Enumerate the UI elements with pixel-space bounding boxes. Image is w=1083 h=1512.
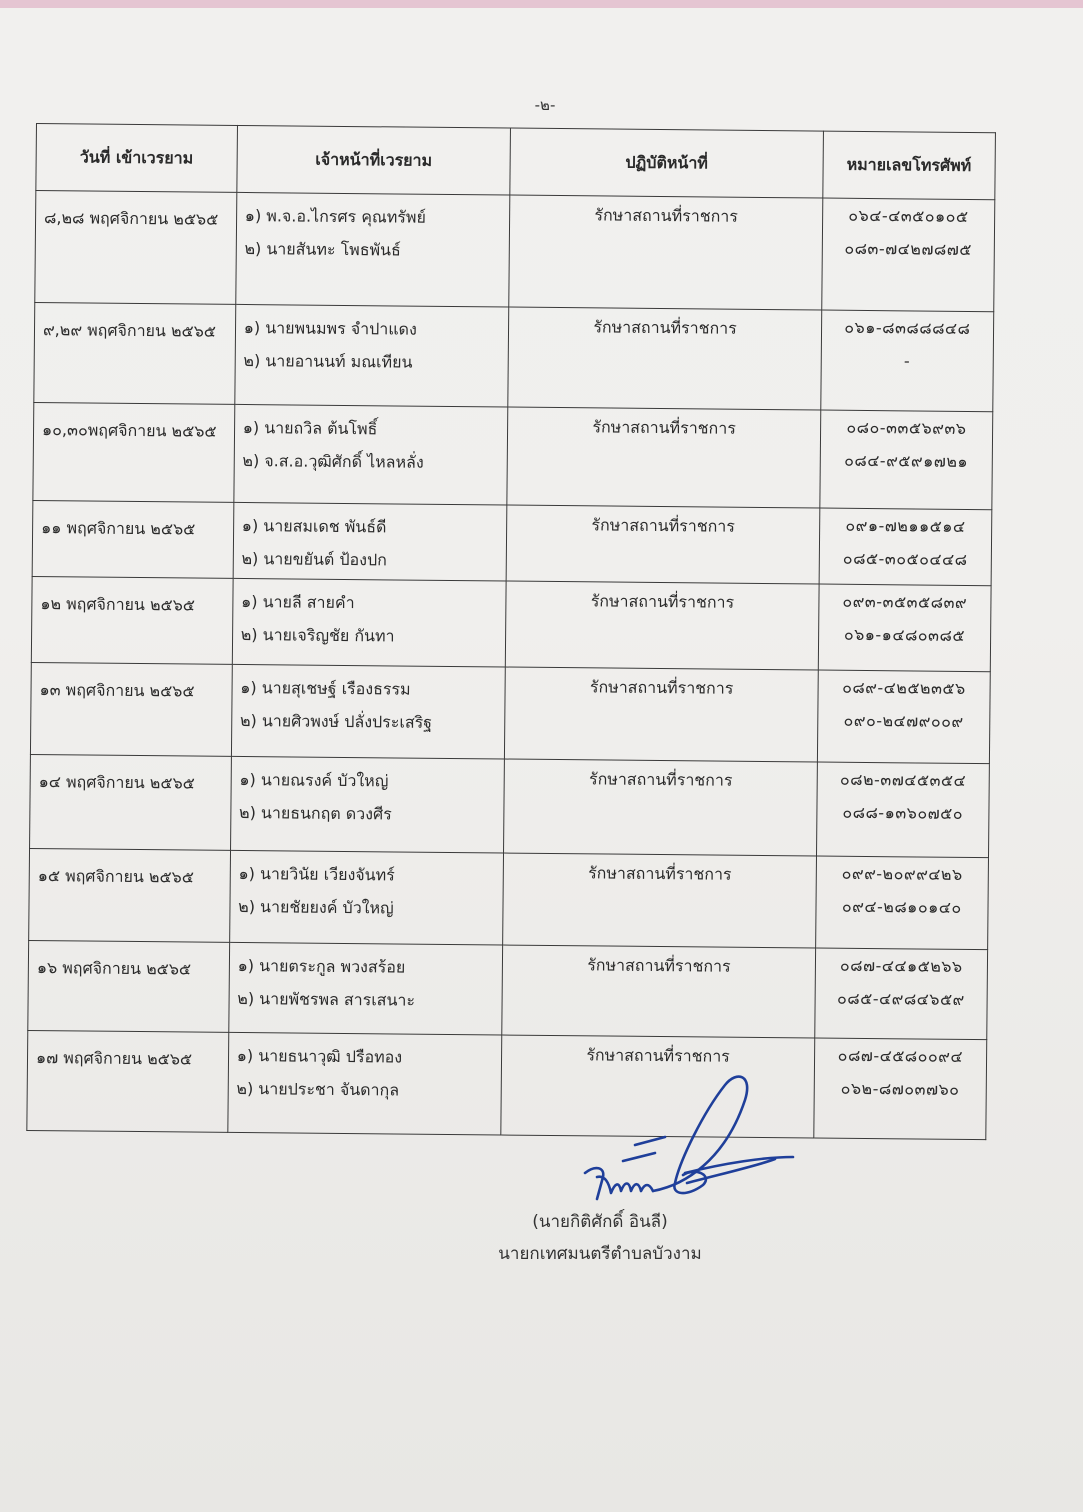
phone-number: ๐๘๙-๔๒๕๒๓๕๖: [842, 677, 966, 698]
cell-task: รักษาสถานที่ราชการ: [509, 195, 822, 310]
cell-phone: [821, 198, 994, 312]
phone-number: ๐๖๔-๔๓๕๐๑๐๕: [848, 205, 969, 226]
phone-number: ๐๘๔-๙๕๙๑๗๒๑: [844, 450, 969, 471]
cell-task: รักษาสถานที่ราชการ: [502, 945, 815, 1038]
staff-name: ๑) พ.จ.อ.ไกรศร คุณทรัพย์: [244, 206, 426, 227]
phone-number: ๐๖๑-๑๔๘๐๓๘๕: [843, 624, 966, 645]
staff-name: ๑) นายธนาวุฒิ ปรือทอง: [236, 1045, 403, 1067]
table-row: [30, 662, 990, 763]
cell-staff: [228, 1032, 503, 1135]
staff-name: ๑) นายสมเดช พันธ์ดี: [241, 515, 387, 537]
table-row: [27, 1030, 987, 1139]
cell-phone: [819, 410, 992, 510]
phone-number: ๐๖๑-๘๓๘๘๘๔๘: [844, 317, 971, 338]
table-row: [30, 754, 990, 857]
staff-name: ๑) นายสุเชษฐ์ เรืองธรรม: [240, 677, 411, 699]
phone-number: ๐๘๐-๓๓๕๖๙๓๖: [846, 417, 967, 438]
phone-number: ๐๘๕-๔๙๘๔๖๕๙: [836, 988, 965, 1009]
phone-number: ๐๙๑-๗๒๑๑๕๑๔: [845, 515, 966, 536]
cell-task: รักษาสถานที่ราชการ: [507, 407, 820, 508]
cell-task: รักษาสถานที่ราชการ: [507, 505, 820, 584]
phone-number: ๐๘๗-๔๔๑๕๒๖๖: [839, 955, 963, 976]
staff-name: ๒) นายสันทะ โพธพันธ์: [244, 239, 401, 260]
cell-task: รักษาสถานที่ราชการ: [503, 853, 816, 948]
table-row: [31, 576, 991, 671]
cell-task: รักษาสถานที่ราชการ: [501, 1035, 814, 1138]
duty-roster-table: [26, 123, 996, 1140]
cell-date: ๑๗ พฤศจิกายน ๒๕๖๕: [27, 1030, 229, 1132]
phone-number: ๐๘๒-๓๗๔๕๓๕๔: [839, 769, 967, 790]
table-row: [29, 848, 989, 949]
staff-name: ๑) นายลี สายคำ: [241, 591, 355, 613]
staff-name: ๒) นายอานนท์ มณเทียน: [243, 351, 413, 372]
staff-name: ๒) นายชัยยงค์ บัวใหญ่: [238, 896, 394, 918]
staff-name: ๒) นายธนกฤต ดวงศีร: [239, 802, 392, 824]
header-task: ปฏิบัติหน้าที่: [510, 128, 823, 198]
cell-staff: [230, 756, 505, 853]
staff-name: ๑) นายพนมพร จำปาแดง: [243, 318, 417, 339]
page-number: -๒-: [534, 96, 556, 114]
header-phone: หมายเลขโทรศัพท์: [822, 131, 995, 200]
staff-name: ๑) นายวินัย เวียงจันทร์: [238, 863, 395, 885]
cell-phone: [813, 1038, 986, 1140]
cell-staff: [228, 942, 503, 1035]
cell-phone: [814, 948, 987, 1040]
staff-name: ๒) นายศิวพงษ์ ปลั่งประเสริฐ: [239, 710, 433, 732]
header-staff: เจ้าหน้าที่เวรยาม: [237, 125, 511, 195]
cell-staff: [231, 664, 506, 759]
cell-phone: [816, 762, 989, 858]
cell-task: รักษาสถานที่ราชการ: [505, 667, 818, 762]
signer-name: (นายกิติศักดิ์ อินลี): [532, 1212, 668, 1232]
signature-image: [575, 1065, 805, 1205]
cell-date: ๑๑ พฤศจิกายน ๒๕๖๕: [32, 500, 233, 578]
cell-phone: [817, 670, 990, 764]
cell-staff: [229, 850, 504, 945]
table-row: [33, 402, 993, 509]
cell-date: ๙,๒๙ พฤศจิกายน ๒๕๖๕: [34, 302, 236, 404]
cell-phone: [819, 508, 992, 586]
cell-phone: [818, 584, 991, 672]
cell-task: รักษาสถานที่ราชการ: [504, 759, 817, 856]
table-row: [34, 302, 994, 411]
cell-phone: [815, 856, 988, 950]
phone-number: ๐๖๒-๘๗๐๓๗๖๐: [840, 1078, 960, 1099]
cell-staff: [234, 404, 509, 505]
staff-name: ๒) นายประชา จันดากุล: [236, 1078, 400, 1100]
cell-date: ๑๖ พฤศจิกายน ๒๕๖๕: [28, 940, 230, 1032]
staff-name: ๑) นายตระกูล พวงสร้อย: [237, 955, 406, 977]
phone-number: ๐๘๗-๔๕๘๐๐๙๔: [837, 1045, 964, 1066]
cell-staff: [233, 502, 507, 581]
phone-number: ๐๙๔-๒๘๑๐๑๔๐: [841, 896, 962, 917]
staff-name: ๒) นายพัชรพล สารเสนาะ: [237, 988, 416, 1010]
cell-phone: [820, 310, 993, 412]
header-date: วันที่ เข้าเวรยาม: [36, 124, 237, 193]
table-row: [32, 500, 992, 585]
staff-name: ๒) นายขยันต์ ป้องปก: [241, 548, 387, 570]
phone-number: ๐๙๓-๓๕๓๕๘๓๙: [842, 591, 968, 612]
staff-name: ๒) จ.ส.อ.วุฒิศักดิ์ ไหลหลั่ง: [242, 450, 424, 472]
cell-task: รักษาสถานที่ราชการ: [506, 581, 819, 670]
staff-name: ๑) นายถวิล ต้นโพธิ์: [242, 417, 378, 439]
cell-staff: [235, 304, 510, 407]
cell-date: ๑๐,๓๐พฤศจิกายน ๒๕๖๕: [33, 402, 235, 502]
cell-staff: [232, 578, 507, 667]
cell-date: ๑๓ พฤศจิกายน ๒๕๖๕: [30, 662, 232, 756]
cell-staff: [235, 192, 510, 307]
phone-number: ๐๘๓-๗๔๒๗๘๗๕: [844, 238, 972, 259]
staff-name: ๑) นายณรงค์ บัวใหญ่: [239, 769, 389, 791]
phone-number: ๐๙๙-๒๐๙๙๔๒๖: [841, 863, 963, 884]
cell-date: ๑๔ พฤศจิกายน ๒๕๖๕: [30, 754, 232, 850]
signer-title: นายกเทศมนตรีตำบลบัวงาม: [498, 1244, 702, 1264]
table-header-row: [36, 124, 996, 200]
table-row: [35, 191, 995, 312]
phone-number: ๐๘๘-๑๓๖๐๗๕๐: [842, 802, 964, 823]
cell-date: ๘,๒๘ พฤศจิกายน ๒๕๖๕: [35, 191, 237, 305]
staff-name: ๒) นายเจริญชัย กันทา: [240, 624, 395, 646]
cell-task: รักษาสถานที่ราชการ: [508, 307, 821, 410]
phone-number: ๐๘๕-๓๐๕๐๔๔๘: [842, 548, 968, 569]
phone-number: -: [903, 351, 911, 371]
table-body: [27, 191, 995, 1140]
table-row: [28, 940, 988, 1039]
cell-date: ๑๕ พฤศจิกายน ๒๕๖๕: [29, 848, 231, 942]
cell-date: ๑๒ พฤศจิกายน ๒๕๖๕: [31, 576, 233, 664]
phone-number: ๐๙๐-๒๔๗๙๐๐๙: [843, 710, 964, 731]
